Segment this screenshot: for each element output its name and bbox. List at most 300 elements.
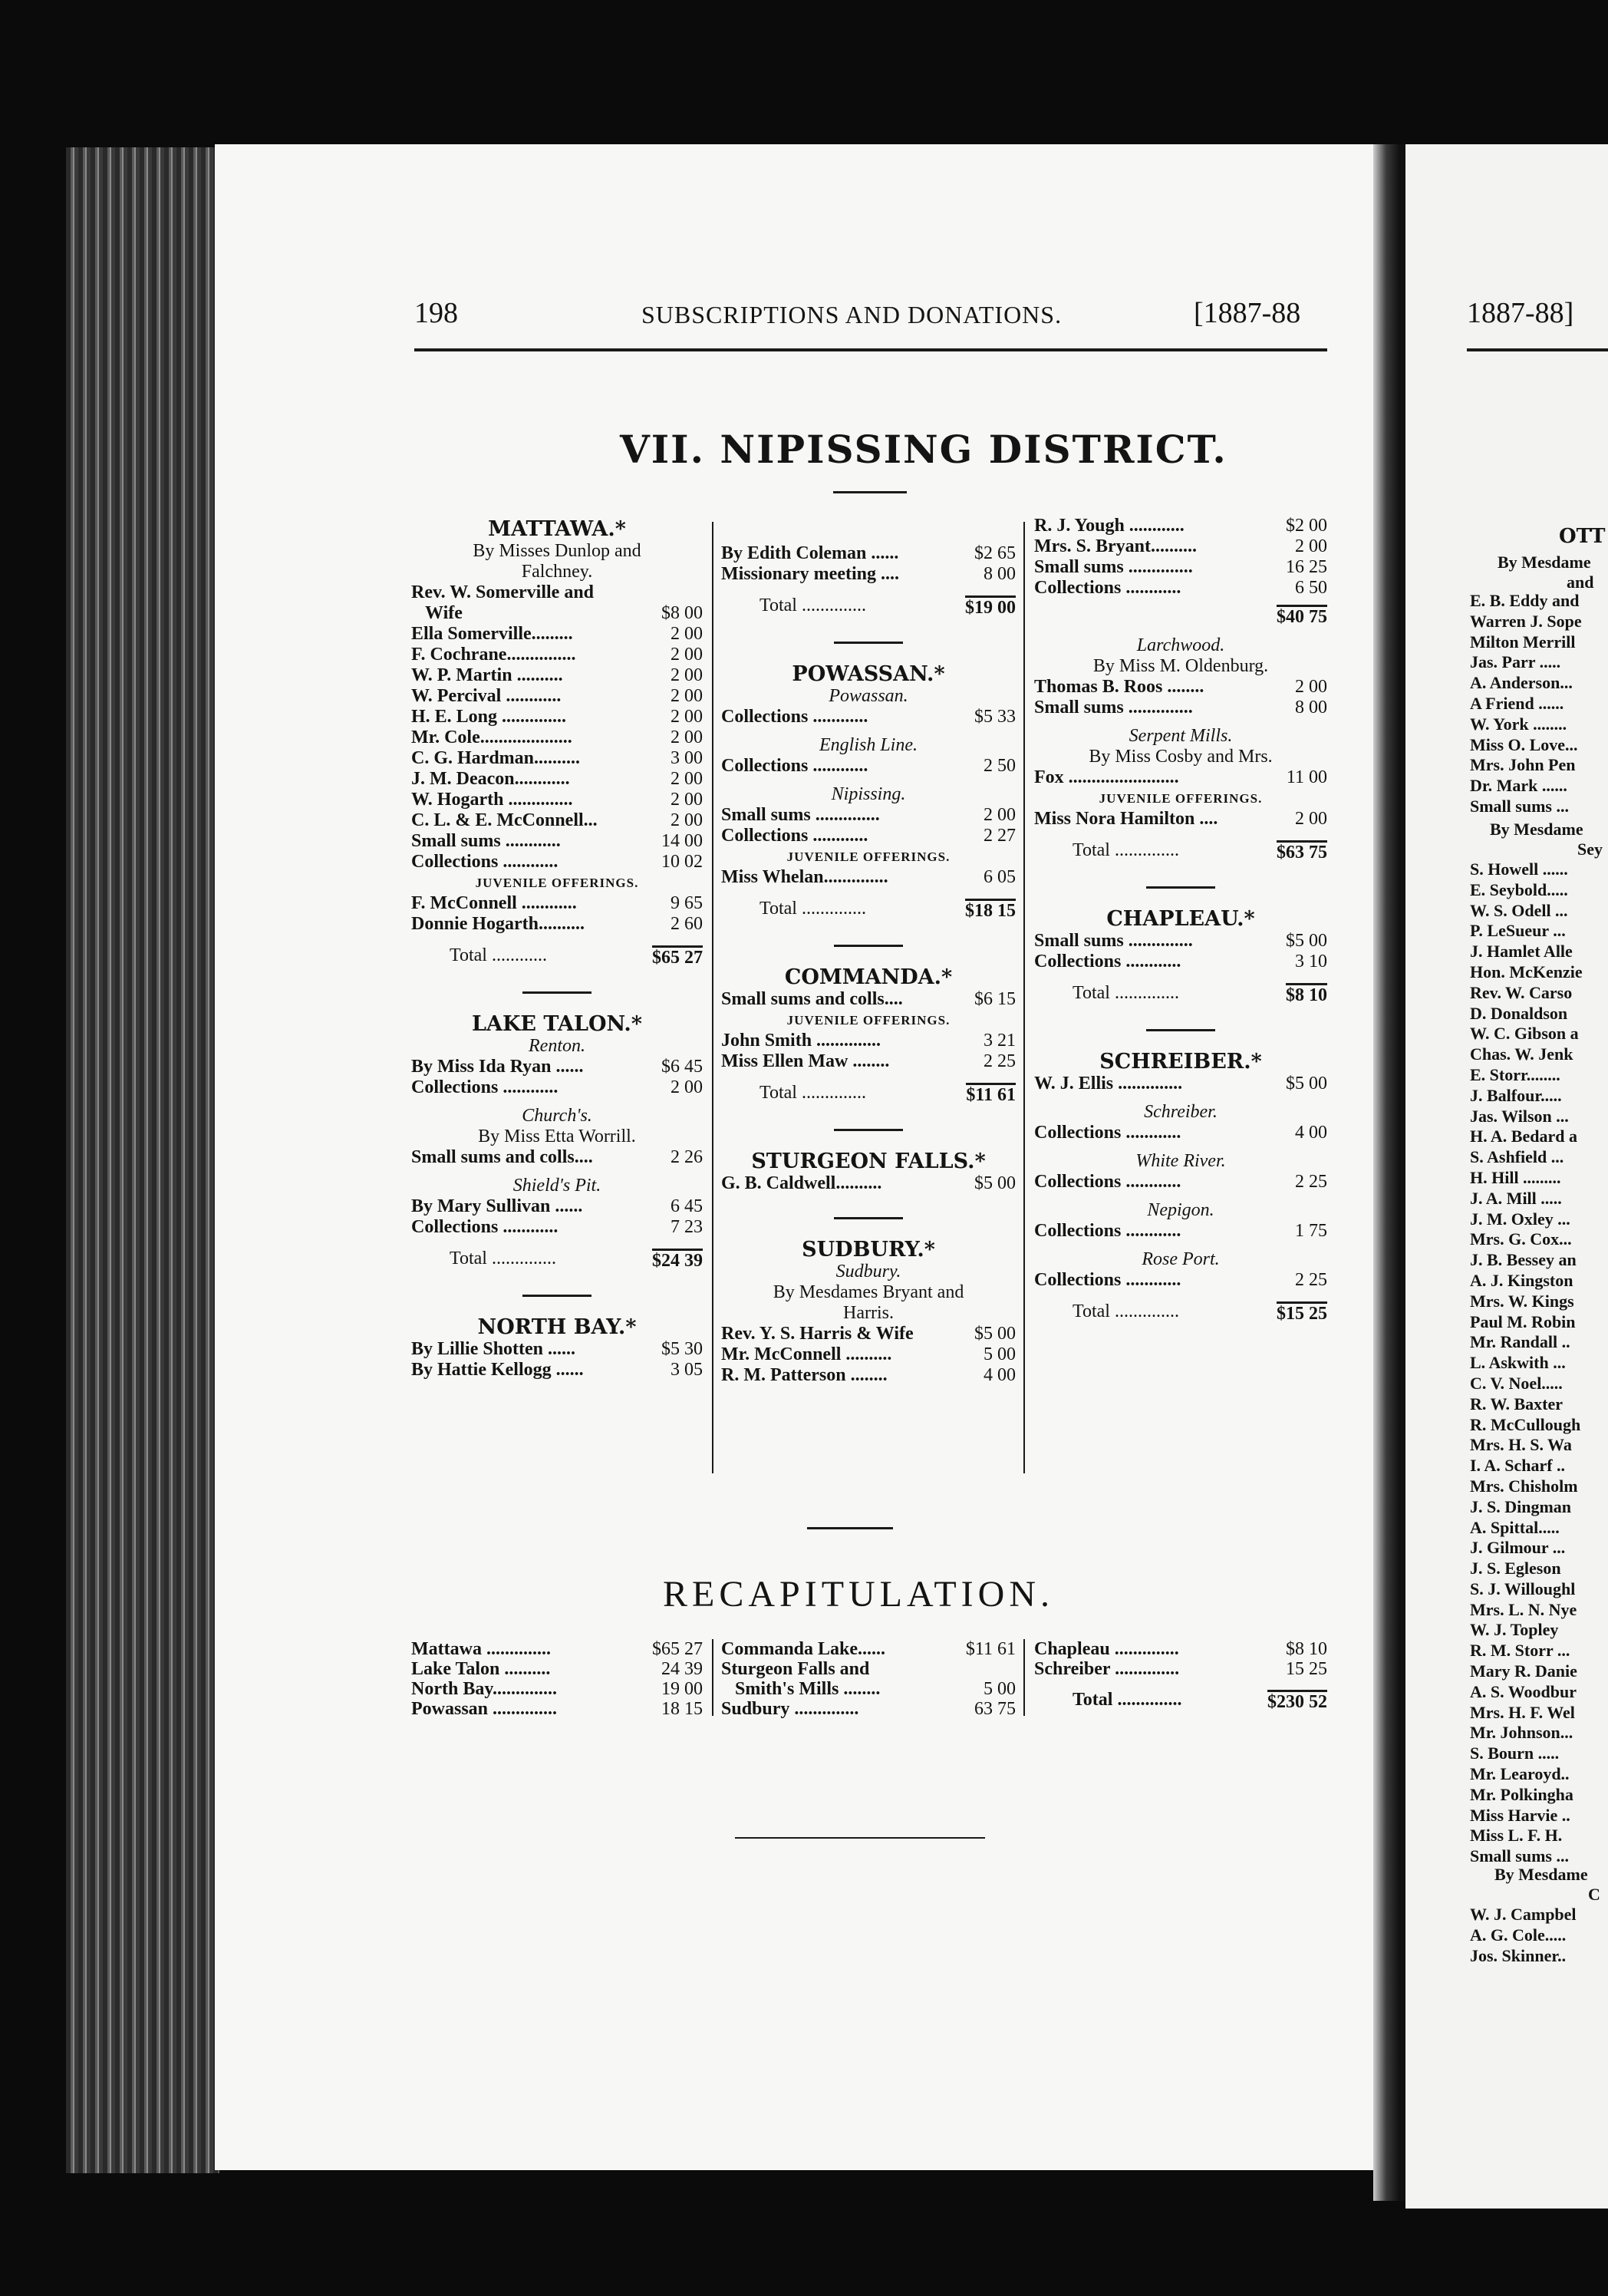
entry-name: Collections ............: [1034, 1221, 1181, 1241]
entry-row: [411, 1077, 703, 1098]
juvenile-label: JUVENILE OFFERINGS.: [1099, 791, 1263, 806]
north-bay-total-row: [721, 595, 1016, 619]
section-divider: [1146, 886, 1215, 889]
entry-amount: 2 00: [1295, 809, 1327, 829]
entry-amount: 2 00: [671, 727, 703, 747]
entry-amount: $6 15: [974, 989, 1016, 1009]
entry-amount: $65 27: [652, 1639, 703, 1659]
entry-name: Chapleau ..............: [1034, 1639, 1179, 1659]
mattawa-by-line: Falchney.: [521, 562, 593, 582]
entry-name: Fox ........................: [1034, 767, 1179, 787]
header-rule: [414, 348, 1327, 351]
name-entry: R. McCullough: [1470, 1414, 1581, 1434]
entry-amount: 2 00: [671, 1077, 703, 1097]
chapleau-heading: CHAPLEAU.*: [1106, 907, 1255, 931]
sudbury-juvenile-list: [1034, 809, 1327, 830]
name-entry: P. LeSueur ...: [1470, 921, 1566, 941]
entry-row: [411, 1659, 703, 1679]
total-label: Total ............: [450, 945, 547, 965]
commanda-juvenile-list: [721, 1031, 1016, 1072]
entry-name: G. B. Caldwell..........: [721, 1173, 882, 1193]
total-label: Total ..............: [1073, 1690, 1182, 1710]
entry-amount: 2 00: [671, 790, 703, 810]
total-label: Total ..............: [1073, 1301, 1179, 1321]
entry-amount: 4 00: [1295, 1123, 1327, 1143]
name-entry: S. Bourn .....: [1470, 1743, 1560, 1763]
entry-amount: 63 75: [974, 1699, 1016, 1719]
entry-amount: 3 00: [671, 748, 703, 768]
mattawa-juvenile-list: [411, 893, 703, 935]
right-heading: OTT: [1559, 525, 1606, 548]
lake-talon-total-row: [411, 1249, 703, 1272]
entry-row: [1034, 578, 1327, 599]
powassan-total: $18 15: [965, 899, 1016, 922]
name-entry: Dr. Mark ......: [1470, 776, 1567, 796]
name-entry: A. G. Cole.....: [1470, 1925, 1567, 1945]
entry-name: Small sums and colls....: [721, 989, 903, 1009]
sudbury-subtotal-row: [1034, 605, 1327, 628]
name-entry: Rev. W. Carso: [1470, 982, 1573, 1002]
name-entry: Miss Harvie ..: [1470, 1805, 1570, 1825]
name-entry: W. J. Topley: [1470, 1620, 1559, 1640]
entry-name: Collections ............: [411, 1217, 559, 1237]
right-by-line-3: By Mesdame: [1494, 1865, 1588, 1884]
total-label: Total ..............: [1073, 840, 1179, 860]
name-entry: L. Askwith ...: [1470, 1353, 1566, 1373]
entry-row: [1034, 1659, 1327, 1679]
name-entry: H. Hill .........: [1470, 1167, 1561, 1187]
running-title: SUBSCRIPTIONS AND DONATIONS.: [641, 301, 1063, 328]
name-entry: A. J. Kingston: [1470, 1270, 1573, 1290]
sudbury-total: $63 75: [1277, 840, 1327, 863]
name-entry: Mr. Johnson...: [1470, 1723, 1573, 1743]
churchs-by-line: By Miss Etta Worrill.: [478, 1127, 636, 1146]
commanda-heading: COMMANDA.*: [784, 965, 953, 989]
powassan-list: [721, 707, 1016, 727]
sudbury-list: [721, 1324, 1016, 1386]
column-2: [721, 543, 1016, 1386]
entry-name: Powassan ..............: [411, 1699, 558, 1719]
entry-name: R. J. Yough ............: [1034, 516, 1185, 536]
entry-name: Donnie Hogarth..........: [411, 914, 585, 934]
entry-row: [411, 790, 703, 810]
section-divider: [522, 1295, 591, 1297]
entry-amount: 2 27: [984, 826, 1016, 846]
sudbury-total-row: [1034, 840, 1327, 863]
entry-row: [721, 543, 1016, 564]
entry-row: [1034, 677, 1327, 698]
entry-row: [411, 686, 703, 707]
entry-row: [1034, 1123, 1327, 1143]
entry-amount: $11 61: [965, 1639, 1016, 1659]
entry-row: [411, 727, 703, 748]
entry-row: [411, 1699, 703, 1719]
name-entry: Mrs. W. Kings: [1470, 1291, 1574, 1311]
name-entry: Mrs. G. Cox...: [1470, 1229, 1572, 1249]
name-entry: Mr. Randall ..: [1470, 1332, 1570, 1352]
name-entry: A Friend ......: [1470, 693, 1564, 713]
entry-row: [721, 1031, 1016, 1051]
entry-amount: 2 00: [671, 624, 703, 644]
right-by-line: By Mesdame: [1498, 553, 1591, 572]
entry-row: [721, 989, 1016, 1010]
juvenile-label: JUVENILE OFFERINGS.: [786, 849, 951, 864]
entry-amount: [947, 1659, 1016, 1679]
section-divider: [834, 642, 903, 644]
larchwood-by-line: By Miss M. Oldenburg.: [1092, 656, 1269, 676]
english-line-label: English Line.: [819, 735, 918, 755]
renton-label: Renton.: [529, 1036, 585, 1056]
name-entry: S. Ashfield ...: [1470, 1147, 1564, 1167]
section-divider: [834, 1217, 903, 1219]
sudbury-label: Sudbury.: [835, 1262, 901, 1282]
entry-amount: 2 00: [671, 707, 703, 727]
right-list-1: [1470, 591, 1582, 817]
entry-amount: 2 00: [671, 665, 703, 685]
entry-amount: 11 00: [1286, 767, 1327, 787]
entry-amount: $5 00: [1286, 931, 1327, 951]
entry-row: [1034, 1074, 1327, 1094]
sturgeon-falls-heading: STURGEON FALLS.*: [751, 1150, 986, 1173]
entry-amount: 8 00: [984, 564, 1016, 584]
name-entry: W. S. Odell ...: [1470, 900, 1568, 920]
north-bay-list: [411, 1339, 703, 1381]
mattawa-list: [411, 582, 703, 873]
book-gutter: [1373, 144, 1405, 2201]
total-label: Total ..............: [760, 899, 866, 919]
name-entry: A. Anderson...: [1470, 673, 1573, 693]
commanda-total: $11 61: [966, 1083, 1016, 1106]
entry-amount: 5 00: [984, 1679, 1016, 1699]
nepigon-label: Nepigon.: [1147, 1200, 1214, 1220]
entry-amount: 2 25: [1295, 1270, 1327, 1290]
name-entry: Chas. W. Jenk: [1470, 1044, 1573, 1064]
right-list-2: [1470, 859, 1583, 1867]
entry-amount: [634, 582, 703, 603]
entry-row: [721, 564, 1016, 585]
name-entry: C. V. Noel.....: [1470, 1373, 1563, 1393]
mattawa-heading: MATTAWA.*: [488, 517, 626, 541]
entry-row: [411, 769, 703, 790]
name-entry: A. S. Woodbur: [1470, 1681, 1577, 1701]
commanda-total-row: [721, 1083, 1016, 1106]
entry-amount: 4 00: [984, 1365, 1016, 1385]
recap-total: $230 52: [1267, 1690, 1327, 1712]
entry-amount: $2 00: [1286, 516, 1327, 536]
entry-name: H. E. Long ..............: [411, 707, 567, 727]
entry-name: C. G. Hardman..........: [411, 748, 581, 768]
entry-name: By Hattie Kellogg ......: [411, 1360, 584, 1380]
right-by-line-2: By Mesdame: [1490, 820, 1583, 839]
entry-row: [1034, 698, 1327, 718]
entry-row: [411, 748, 703, 769]
right-page-year: 1887-88]: [1467, 297, 1574, 329]
name-entry: Jas. Parr .....: [1470, 652, 1561, 672]
entry-amount: 7 23: [671, 1217, 703, 1237]
right-by-line-3b: C: [1588, 1885, 1600, 1904]
entry-amount: 10 02: [661, 852, 703, 872]
name-entry: D. Donaldson: [1470, 1003, 1568, 1023]
entry-name: Rev. Y. S. Harris & Wife: [721, 1324, 914, 1344]
section-divider: [522, 991, 591, 994]
name-entry: Mary R. Danie: [1470, 1661, 1577, 1681]
white-river-list: [1034, 1172, 1327, 1193]
column-divider: [1023, 1639, 1025, 1716]
entry-row: [721, 1639, 1016, 1659]
entry-amount: 3 21: [984, 1031, 1016, 1051]
entry-amount: $5 00: [974, 1324, 1016, 1344]
entry-amount: $8 10: [1286, 1639, 1327, 1659]
north-bay-heading: NORTH BAY.*: [477, 1315, 637, 1339]
name-entry: S. J. Willoughl: [1470, 1578, 1576, 1598]
entry-row: [1034, 952, 1327, 972]
name-entry: Milton Merrill: [1470, 632, 1576, 652]
name-entry: J. Gilmour ...: [1470, 1538, 1566, 1558]
entry-name: Miss Ellen Maw ........: [721, 1051, 890, 1071]
column-3: [1034, 516, 1327, 1324]
sturgeon-falls-list: [721, 1173, 1016, 1194]
entry-name: Small sums and colls....: [411, 1147, 593, 1167]
right-header-rule: [1467, 348, 1608, 351]
schreiber-heading: SCHREIBER.*: [1099, 1050, 1262, 1074]
entry-amount: $5 33: [974, 707, 1016, 727]
entry-row: [1034, 767, 1327, 788]
entry-name: F. McConnell ............: [411, 893, 577, 913]
entry-row: [411, 1339, 703, 1360]
entry-row: [411, 582, 703, 603]
entry-amount: 18 15: [661, 1699, 703, 1719]
entry-name: Collections ............: [1034, 1123, 1181, 1143]
entry-row: [721, 867, 1016, 888]
name-entry: Hon. McKenzie: [1470, 962, 1583, 981]
recap-column-3: [1034, 1639, 1327, 1712]
entry-row: [1034, 516, 1327, 536]
entry-row: [411, 624, 703, 645]
entry-name: Sturgeon Falls and: [721, 1659, 870, 1679]
entry-amount: $5 00: [974, 1173, 1016, 1193]
shields-list: [411, 1196, 703, 1238]
name-entry: Mrs. Chisholm: [1470, 1476, 1578, 1496]
entry-row: [411, 645, 703, 665]
name-entry: Mr. Learoyd..: [1470, 1764, 1570, 1784]
name-entry: A. Spittal.....: [1470, 1517, 1560, 1537]
name-entry: I. A. Scharf ..: [1470, 1456, 1566, 1476]
entry-amount: 2 00: [671, 686, 703, 706]
entry-name: W. Percival ............: [411, 686, 562, 706]
name-entry: Mrs. H. F. Wel: [1470, 1702, 1575, 1722]
entry-name: Miss Nora Hamilton ....: [1034, 809, 1218, 829]
larchwood-list: [1034, 677, 1327, 718]
entry-row: [721, 1051, 1016, 1072]
total-label: Total ..............: [450, 1249, 556, 1268]
entry-row: [411, 1217, 703, 1238]
renton-list: [411, 1057, 703, 1098]
mattawa-total-row: [411, 945, 703, 968]
entry-name: C. L. & E. McConnell...: [411, 810, 598, 830]
entry-name: Collections ............: [721, 756, 868, 776]
entry-row: [411, 1147, 703, 1168]
entry-name: Ella Somerville.........: [411, 624, 573, 644]
total-label: Total ..............: [760, 595, 866, 615]
powassan-total-row: [721, 899, 1016, 922]
larchwood-label: Larchwood.: [1136, 635, 1225, 655]
name-entry: H. A. Bedard a: [1470, 1127, 1577, 1146]
entry-name: R. M. Patterson ........: [721, 1365, 888, 1385]
entry-name: Commanda Lake......: [721, 1639, 886, 1659]
entry-amount: 1 75: [1295, 1221, 1327, 1241]
entry-amount: 14 00: [661, 831, 703, 851]
entry-row: [411, 1360, 703, 1381]
entry-amount: 3 05: [671, 1360, 703, 1380]
name-entry: W. C. Gibson a: [1470, 1024, 1579, 1044]
entry-amount: 2 25: [1295, 1172, 1327, 1192]
sudbury-continued-list: [1034, 516, 1327, 599]
entry-row: [411, 1196, 703, 1217]
white-river-label: White River.: [1135, 1151, 1226, 1171]
churchs-list: [411, 1147, 703, 1168]
entry-row: [411, 831, 703, 852]
entry-name: Mr. McConnell ..........: [721, 1344, 892, 1364]
serpent-mills-list: [1034, 767, 1327, 788]
entry-name: Collections ............: [411, 852, 559, 872]
entry-row: [721, 1699, 1016, 1719]
schreiber-total: $15 25: [1277, 1301, 1327, 1324]
entry-name: Collections ............: [1034, 1270, 1181, 1290]
entry-row: [1034, 1221, 1327, 1242]
name-entry: E. Seybold.....: [1470, 879, 1568, 899]
entry-amount: $8 00: [661, 603, 703, 623]
entry-name: By Mary Sullivan ......: [411, 1196, 583, 1216]
right-by-line-2b: Sey: [1577, 840, 1603, 859]
powassan-heading: POWASSAN.*: [792, 662, 945, 686]
entry-row: [1034, 1270, 1327, 1291]
name-entry: E. B. Eddy and: [1470, 591, 1580, 610]
entry-row: [411, 852, 703, 873]
entry-row: [721, 1173, 1016, 1194]
entry-name: Thomas B. Roos ........: [1034, 677, 1204, 697]
name-entry: J. B. Bessey an: [1470, 1250, 1577, 1270]
section-divider: [834, 1129, 903, 1131]
entry-amount: 2 00: [671, 810, 703, 830]
entry-amount: 2 00: [671, 645, 703, 665]
entry-name: W. Hogarth ..............: [411, 790, 573, 810]
entry-name: Small sums ..............: [1034, 557, 1193, 577]
name-entry: Mr. Polkingha: [1470, 1784, 1573, 1804]
commanda-list: [721, 989, 1016, 1010]
english-line-list: [721, 756, 1016, 777]
entry-row: [721, 707, 1016, 727]
section-divider: [1146, 1029, 1215, 1031]
schreiber-label: Schreiber.: [1144, 1102, 1218, 1122]
entry-row: [411, 1057, 703, 1077]
lake-talon-heading: LAKE TALON.*: [472, 1012, 642, 1036]
entry-row: [1034, 931, 1327, 952]
total-label: Total ..............: [760, 1083, 866, 1103]
recap-column-1: [411, 1639, 703, 1719]
entry-row: [721, 826, 1016, 846]
entry-name: John Smith ..............: [721, 1031, 881, 1051]
north-bay-continued-list: [721, 543, 1016, 585]
entry-row: [411, 665, 703, 686]
rose-port-list: [1034, 1270, 1327, 1291]
name-entry: Mrs. John Pen: [1470, 755, 1576, 775]
name-entry: Mrs. H. S. Wa: [1470, 1435, 1572, 1455]
name-entry: R. M. Storr ...: [1470, 1641, 1570, 1661]
column-1: [411, 514, 703, 1381]
churchs-label: Church's.: [522, 1106, 592, 1126]
entry-row: [1034, 536, 1327, 557]
entry-amount: 2 00: [984, 805, 1016, 825]
entry-row: [721, 1344, 1016, 1365]
entry-row: [1034, 809, 1327, 830]
powassan-label: Powassan.: [829, 686, 908, 706]
entry-amount: $2 65: [974, 543, 1016, 563]
entry-name: Mr. Cole....................: [411, 727, 572, 747]
entry-row: [411, 603, 703, 624]
schreiber-list: [1034, 1074, 1327, 1094]
name-entry: Paul M. Robin: [1470, 1311, 1576, 1331]
entry-row: [411, 1679, 703, 1699]
entry-row: [411, 810, 703, 831]
sudbury-subtotal: $40 75: [1277, 605, 1327, 628]
entry-amount: 2 26: [671, 1147, 703, 1167]
entry-row: [411, 914, 703, 935]
name-entry: W. J. Campbel: [1470, 1905, 1577, 1924]
name-entry: Miss O. Love...: [1470, 734, 1578, 754]
entry-row: [1034, 1172, 1327, 1193]
sudbury-heading: SUDBURY.*: [802, 1238, 935, 1262]
entry-name: Smith's Mills ........: [735, 1679, 881, 1699]
entry-amount: 3 10: [1295, 952, 1327, 972]
entry-name: By Miss Ida Ryan ......: [411, 1057, 584, 1077]
entry-name: Collections ............: [1034, 952, 1181, 972]
entry-amount: $5 30: [661, 1339, 703, 1359]
name-entry: Jos. Skinner..: [1470, 1945, 1567, 1965]
sudbury-by-line: Harris.: [843, 1303, 894, 1323]
entry-name: Collections ............: [1034, 1172, 1181, 1192]
powassan-juvenile-list: [721, 867, 1016, 888]
entry-name: Collections ............: [721, 826, 868, 846]
shields-label: Shield's Pit.: [512, 1176, 601, 1196]
entry-name: North Bay..............: [411, 1679, 558, 1699]
entry-amount: 2 00: [671, 769, 703, 789]
entry-amount: 2 25: [984, 1051, 1016, 1071]
name-entry: Mrs. L. N. Nye: [1470, 1599, 1577, 1619]
entry-name: Mattawa ..............: [411, 1639, 551, 1659]
right-list-3: [1470, 1905, 1577, 1966]
entry-amount: 9 65: [671, 893, 703, 913]
recap-title: RECAPITULATION.: [663, 1574, 1054, 1615]
entry-row: [1034, 1639, 1327, 1659]
entry-row: [721, 756, 1016, 777]
column-divider: [712, 1639, 713, 1716]
name-entry: Miss L. F. H.: [1470, 1826, 1563, 1846]
entry-name: Small sums ..............: [721, 805, 880, 825]
name-entry: R. W. Baxter: [1470, 1394, 1563, 1414]
lake-talon-total: $24 39: [652, 1249, 703, 1272]
entry-row: [721, 1659, 1016, 1679]
nepigon-list: [1034, 1221, 1327, 1242]
entry-name: Collections ............: [721, 707, 868, 727]
recap-divider: [807, 1527, 893, 1529]
entry-amount: 2 00: [1295, 677, 1327, 697]
name-entry: J. Balfour.....: [1470, 1085, 1562, 1105]
recap-column-2: [721, 1639, 1016, 1719]
name-entry: J. S. Dingman: [1470, 1496, 1572, 1516]
entry-amount: 5 00: [984, 1344, 1016, 1364]
entry-amount: 16 25: [1286, 557, 1327, 577]
column-divider: [712, 522, 713, 1473]
